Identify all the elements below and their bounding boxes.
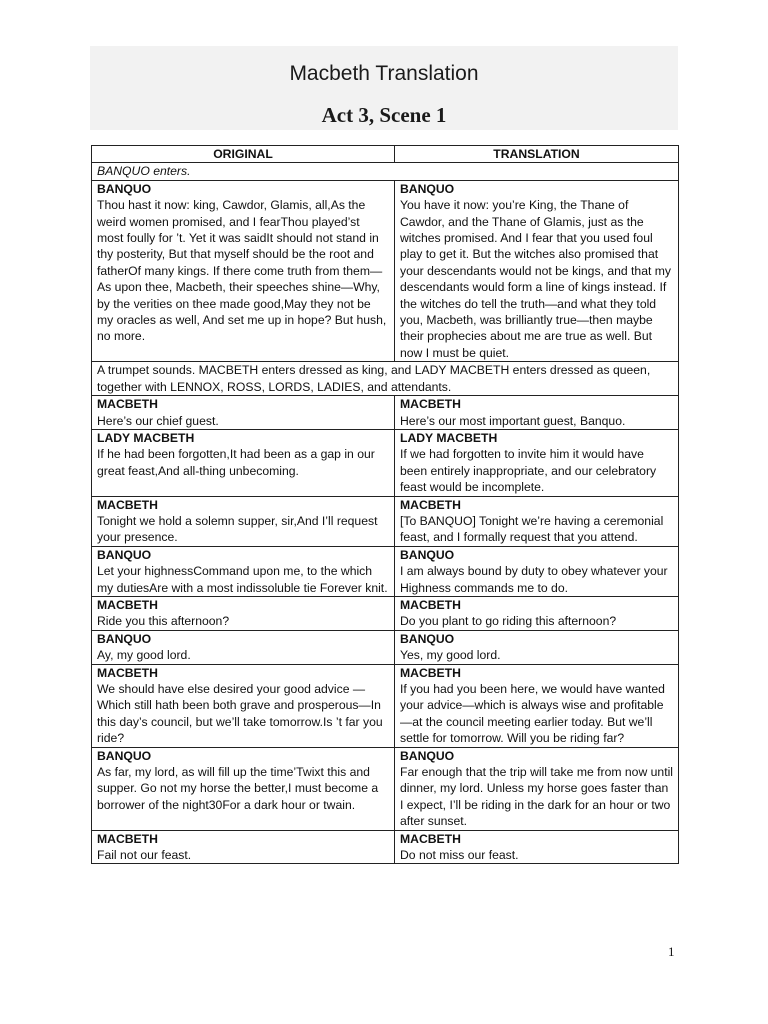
translation-line: Far enough that the trip will take me from now until dinner, my lord. Unless my horse goes faster than I expect, I’ll be riding in the dark for an hour or two after sunset.: [400, 765, 673, 829]
table-row: [92, 429, 679, 496]
translation-line: Do you plant to go riding this afternoon?: [400, 614, 617, 629]
speaker-name: MACBETH: [400, 597, 461, 612]
original-cell: [92, 664, 395, 747]
original-cell: [92, 596, 395, 630]
document-title: Macbeth Translation: [289, 62, 479, 85]
translation-line: [To BANQUO] Tonight we’re having a ceremonial feast, and I formally request that you attend.: [400, 513, 664, 545]
table-row: [92, 396, 679, 430]
original-line: Ay, my good lord.: [97, 648, 191, 663]
translation-line: I am always bound by duty to obey whatever your Highness commands me to do.: [400, 564, 668, 595]
original-line: Tonight we hold a solemn supper, sir,And I’ll request your presence.: [97, 513, 378, 545]
translation-line: If we had forgotten to invite him it would have been entirely inappropriate, and our celebratory feast would be incomplete.: [400, 447, 657, 495]
table-row: [92, 747, 679, 830]
table-row: [92, 180, 679, 361]
table-row: [92, 664, 679, 747]
speaker-name: MACBETH: [400, 831, 461, 846]
translation-line: Do not miss our feast.: [400, 848, 519, 863]
translation-line: You have it now: you’re King, the Thane of Cawdor, and the Thane of Glamis, just as the witches promised. And I fear that you used foul play to get it. But the witches also promised that your descendants would not be kings, and that my descendants would form a line of kings instead. If the witches do tell the truth—and what they told you, Macbeth, was brilliantly true—then maybe their prophecies about me are true as well. But now I must be quiet.: [400, 198, 671, 360]
speaker-name: MACBETH: [400, 397, 461, 412]
stage-direction: BANQUO enters.: [92, 163, 679, 180]
speaker-name: BANQUO: [400, 631, 455, 646]
original-line: If he had been forgotten,It had been as a gap in our great feast,And all-thing unbecoming.: [97, 447, 375, 478]
page-number: 1: [668, 944, 675, 959]
translation-cell: [395, 546, 679, 596]
speaker-name: BANQUO: [400, 748, 455, 763]
speaker-name: MACBETH: [97, 665, 158, 680]
speaker-name: MACBETH: [97, 831, 158, 846]
original-line: Fail not our feast.: [97, 848, 192, 863]
original-cell: [92, 396, 395, 430]
speaker-name: MACBETH: [97, 597, 158, 612]
original-line: Thou hast it now: king, Cawdor, Glamis, all,As the weird women promised, and I fearThou played’st most foully for ’t. Yet it was saidIt should not stand in thy posterity, But that myself should be the root and fatherOf many kings. If there come truth from them—As upon thee, Macbeth, their speeches shine—Why, by the verities on thee made good,May they not be my oracles as well, And set me up in hope? But hush, no more.: [97, 198, 387, 344]
stage-direction-row: [92, 163, 679, 180]
table-row: [92, 546, 679, 596]
column-header-original: ORIGINAL: [92, 146, 395, 163]
table-row: [92, 830, 679, 864]
original-line: Let your highnessCommand upon me, to the which my dutiesAre with a most indissoluble tie Forever knit.: [97, 564, 388, 595]
original-line: Here’s our chief guest.: [97, 413, 219, 428]
speaker-name: MACBETH: [400, 497, 461, 512]
speaker-name: MACBETH: [97, 397, 158, 412]
translation-cell: [395, 180, 679, 361]
translation-line: If you had you been here, we would have wanted your advice—which is always wise and profitable—at the council meeting earlier today. But we’ll settle for tomorrow. Will you be riding far?: [400, 682, 665, 746]
original-cell: [92, 546, 395, 596]
original-cell: [92, 429, 395, 496]
speaker-name: BANQUO: [400, 547, 455, 562]
table-row: [92, 496, 679, 546]
translation-line: Yes, my good lord.: [400, 648, 501, 663]
translation-cell: [395, 664, 679, 747]
stage-direction: A trumpet sounds. MACBETH enters dressed as king, and LADY MACBETH enters dressed as queen, together with LENNOX, ROSS, LORDS, LADIES, and attendants.: [92, 362, 679, 396]
translation-cell: [395, 747, 679, 830]
translation-cell: [395, 596, 679, 630]
speaker-name: LADY MACBETH: [400, 430, 498, 445]
translation-cell: [395, 396, 679, 430]
translation-cell: [395, 630, 679, 664]
speaker-name: MACBETH: [400, 665, 461, 680]
speaker-name: BANQUO: [97, 547, 152, 562]
original-cell: [92, 630, 395, 664]
original-line: Ride you this afternoon?: [97, 614, 230, 629]
translation-cell: [395, 429, 679, 496]
scene-heading: Act 3, Scene 1: [321, 103, 447, 127]
original-cell: [92, 180, 395, 361]
speaker-name: LADY MACBETH: [97, 430, 195, 445]
table-row: [92, 596, 679, 630]
speaker-name: BANQUO: [97, 181, 152, 196]
original-line: As far, my lord, as will fill up the time’Twixt this and supper. Go not my horse the better,I must become a borrower of the night30For a dark hour or twain.: [97, 765, 379, 812]
speaker-name: BANQUO: [97, 748, 152, 763]
table-row: [92, 630, 679, 664]
speaker-name: BANQUO: [400, 181, 455, 196]
translation-cell: [395, 830, 679, 864]
translation-cell: [395, 496, 679, 546]
column-header-translation: TRANSLATION: [395, 146, 679, 163]
original-cell: [92, 496, 395, 546]
speaker-name: MACBETH: [97, 497, 158, 512]
speaker-name: BANQUO: [97, 631, 152, 646]
stage-direction-row: [92, 362, 679, 396]
translation-table: [91, 145, 679, 864]
original-cell: [92, 747, 395, 830]
table-header-row: [92, 146, 679, 163]
original-cell: [92, 830, 395, 864]
original-line: We should have else desired your good advice —Which still hath been both grave and prosperous—In this day’s council, but we’ll take tomorrow.Is ’t far you ride?: [97, 682, 383, 746]
translation-line: Here’s our most important guest, Banquo.: [400, 413, 626, 428]
